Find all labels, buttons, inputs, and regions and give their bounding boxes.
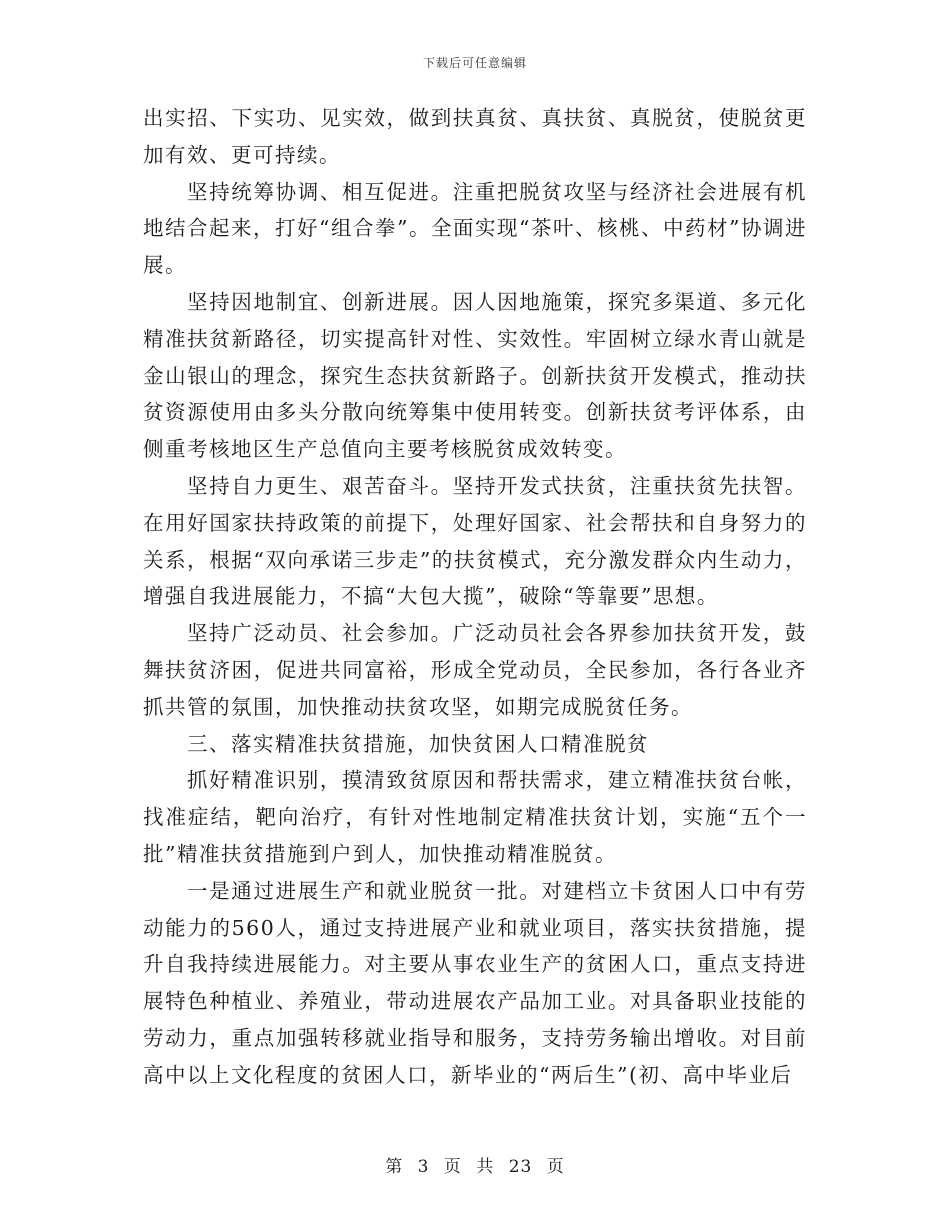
paragraph: 一是通过进展生产和就业脱贫一批。对建档立卡贫困人口中有劳动能力的560人，通过支持进展产业和就业项目，落实扶贫措施，提升自我持续进展能力。对主要从事农业生产的贫困人口，重点支持进展特色种植业、养殖业，带动进展农产品加工业。对具备职业技能的劳动力，重点加强转移就业指导和服务，支持劳务输出增收。对目前高中以上文化程度的贫困人口，新毕业的“两后生”(初、高中毕业后 [143,878,807,1087]
total-pages-number: 23 [508,1157,533,1177]
section-heading: 三、落实精准扶贫措施，加快贫困人口精准脱贫 [187,731,649,756]
total-word: 共 [476,1157,495,1177]
paragraph: 出实招、下实功、见实效，做到扶真贫、真扶贫、真脱贫，使脱贫更加有效、更可持续。 [143,106,807,167]
current-page-number: 3 [417,1157,430,1177]
page-header: 下载后可任意编辑 [422,56,527,70]
paragraph: 抓好精准识别，摸清致贫原因和帮扶需求，建立精准扶贫台帐，找准症结，靶向治疗，有针对性地制定精准扶贫计划，实施“五个一批”精准扶贫措施到户到人，加快推动精准脱贫。 [143,768,807,866]
page-footer [0,1152,950,1177]
page-unit: 页 [443,1157,462,1177]
document-body [143,100,807,1094]
page-word: 第 [385,1157,404,1177]
paragraph: 坚持统筹协调、相互促进。注重把脱贫攻坚与经济社会进展有机地结合起来，打好“组合拳”。全面实现“茶叶、核桃、中药材”协调进展。 [143,179,807,278]
paragraph: 坚持广泛动员、社会参加。广泛动员社会各界参加扶贫开发，鼓舞扶贫济困，促进共同富裕，形成全党动员，全民参加，各行各业齐抓共管的氛围，加快推动扶贫攻坚，如期完成脱贫任务。 [143,621,807,719]
paragraph: 坚持因地制宜、创新进展。因人因地施策，探究多渠道、多元化精准扶贫新路径，切实提高针对性、实效性。牢固树立绿水青山就是金山银山的理念，探究生态扶贫新路子。创新扶贫开发模式，推动扶贫资源使用由多头分散向统筹集中使用转变。创新扶贫考评体系，由侧重考核地区生产总值向主要考核脱贫成效转变。 [143,289,807,462]
total-unit: 页 [546,1157,565,1177]
paragraph: 坚持自力更生、艰苦奋斗。坚持开发式扶贫，注重扶贫先扶智。在用好国家扶持政策的前提下，处理好国家、社会帮扶和自身努力的关系，根据“双向承诺三步走”的扶贫模式，充分激发群众内生动力，增强自我进展能力，不搞“大包大揽”，破除“等靠要”思想。 [143,473,807,609]
